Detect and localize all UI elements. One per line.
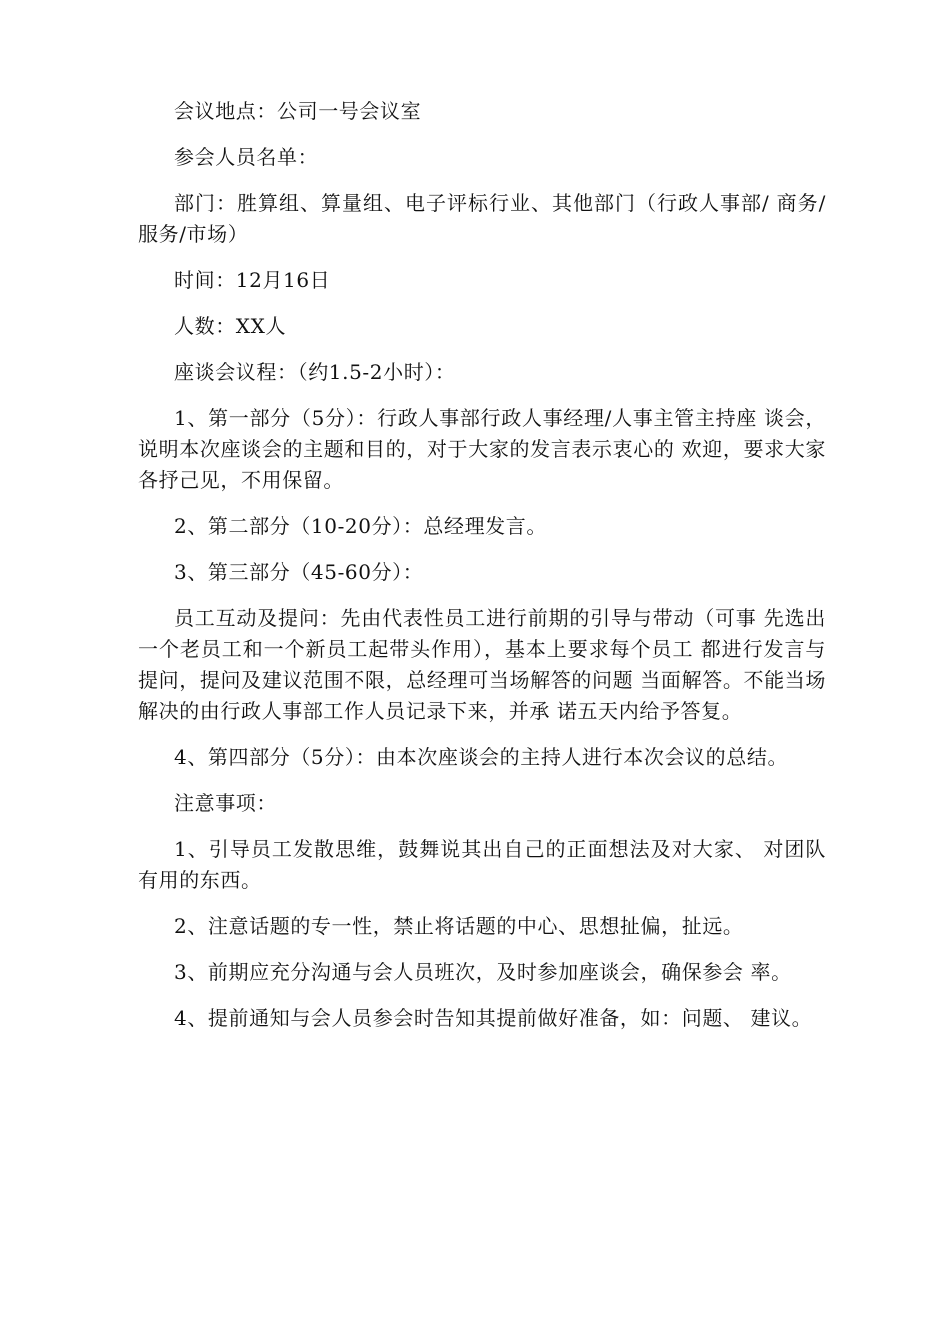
note-1: 1、引导员工发散思维，鼓舞说其出自己的正面想法及对大家、 对团队有用的东西。 xyxy=(138,837,826,892)
note-4: 4、提前通知与会人员参会时告知其提前做好准备，如：问题、 建议。 xyxy=(174,1006,813,1030)
agenda-part-2: 2、第二部分（10-20分）：总经理发言。 xyxy=(174,514,547,538)
agenda-part-4: 4、第四部分（5分）：由本次座谈会的主持人进行本次会议的总结。 xyxy=(174,745,789,769)
note-3: 3、前期应充分沟通与会人员班次，及时参加座谈会，确保参会 率。 xyxy=(174,960,792,984)
document-body xyxy=(138,96,826,1034)
agenda-heading: 座谈会议程：（约1.5-2小时）： xyxy=(174,360,456,384)
notes-heading: 注意事项： xyxy=(174,791,277,815)
agenda-part-1: 1、第一部分（5分）：行政人事部行政人事经理/人事主管主持座 谈会，说明本次座谈会的主题和目的，对于大家的发言表示衷心的 欢迎，要求大家各抒己见，不用保留。 xyxy=(138,406,826,492)
attendee-count: 人数：XX人 xyxy=(174,314,287,338)
meeting-location: 会议地点：公司一号会议室 xyxy=(174,99,422,123)
agenda-part-3-detail: 员工互动及提问：先由代表性员工进行前期的引导与带动（可事 先选出一个老员工和一个新员工起带头作用），基本上要求每个员工 都进行发言与提问，提问及建议范围不限，总经理可当场解答的问题 当面解答。不能当场解决的由行政人事部工作人员记录下来，并承 诺五天内给予答复。 xyxy=(138,606,826,723)
note-2: 2、注意话题的专一性，禁止将话题的中心、思想扯偏，扯远。 xyxy=(174,914,744,938)
attendee-list-heading: 参会人员名单： xyxy=(174,145,319,169)
meeting-date: 时间：12月16日 xyxy=(174,268,331,292)
departments: 部门：胜算组、算量组、电子评标行业、其他部门（行政人事部/ 商务/服务/市场） xyxy=(138,191,826,246)
agenda-part-3: 3、第三部分（45-60分）： xyxy=(174,560,424,584)
